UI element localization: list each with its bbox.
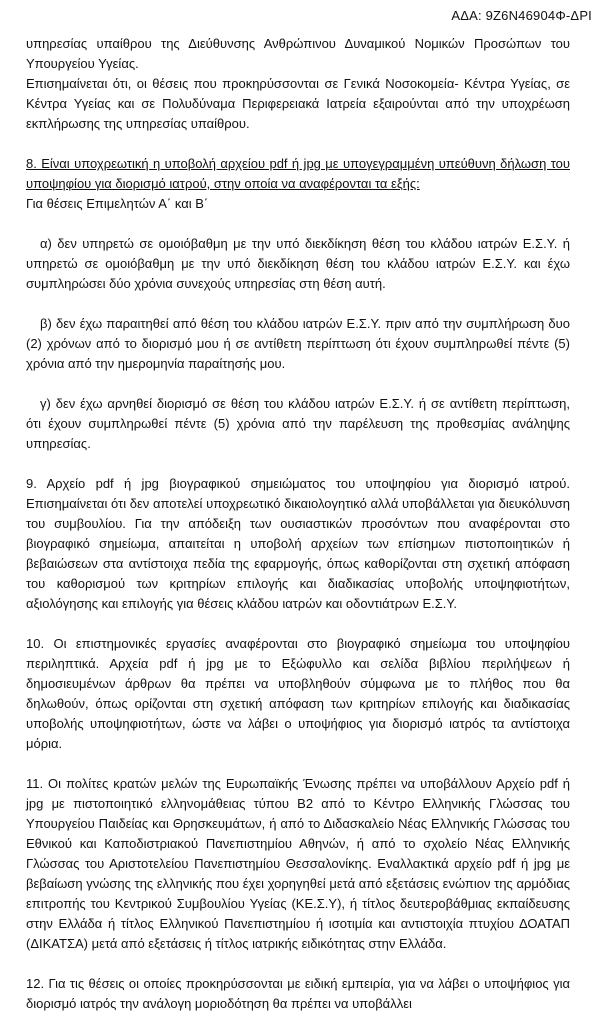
paragraph-intro-1: υπηρεσίας υπαίθρου της Διεύθυνσης Ανθρώπινου Δυναμικού Νομικών Προσώπων του Υπουργείου Υγείας. <box>26 36 570 71</box>
paragraph-8-item-c: γ) δεν έχω αρνηθεί διορισμό σε θέση του κλάδου ιατρών Ε.Σ.Υ. ή σε αντίθετη περίπτωση, ότι έχουν συμπληρωθεί πέντε (5) χρόνια από την παρέλευση της προθεσμίας ανάληψης υπηρεσίας. <box>26 396 570 451</box>
paragraph-9: 9. Αρχείο pdf ή jpg βιογραφικού σημειώματος του υποψηφίου για διορισμό ιατρού. Επισημαίνεται ότι δεν αποτελεί υποχρεωτικό δικαιολογητικό αλλά υποβάλλεται για διευκόλυνση του συμβουλίου. Για την απόδειξη των ουσιαστικών προσόντων που αναφέρονται στο βιογραφικό σημείωμα, απαιτείται η υποβολή αρχείων των επίσημων πιστοποιητικών ή βεβαιώσεων στα αντίστοιχα πεδία της εφαρμογής, όπως καθορίζονται στη σχετική απόφαση του καθορισμού των κριτηρίων επιλογής και διαδικασίας υποβολής υποψηφιοτήτων, αξιολόγησης και επιλογής για θέσεις κλάδου ιατρών και οδοντιάτρων Ε.Σ.Υ. <box>26 476 570 611</box>
spacer <box>26 954 570 974</box>
spacer <box>26 614 570 634</box>
paragraph-8-item-a: α) δεν υπηρετώ σε ομοιόβαθμη με την υπό διεκδίκηση θέση του κλάδου ιατρών Ε.Σ.Υ. ή υπηρετώ σε ομοιόβαθμη με την υπό διεκδίκηση θέση του κλάδου ιατρών Ε.Σ.Υ. και έχω συμπληρώσει δύο χρόνια συνεχούς υπηρεσίας στη θέση αυτή. <box>26 236 570 291</box>
document-body <box>26 34 570 1014</box>
paragraph-intro-2: Επισημαίνεται ότι, οι θέσεις που προκηρύσσονται σε Γενικά Νοσοκομεία- Κέντρα Υγείας, σε Κέντρα Υγείας και σε Πολυδύναμα Περιφερειακά Ιατρεία εξαιρούνται από την υποχρέωση εκπλήρωσης της υπηρεσίας υπαίθρου. <box>26 76 570 131</box>
paragraph-8-subheading: Για θέσεις Επιμελητών Α΄ και Β΄ <box>26 196 209 211</box>
spacer <box>26 134 570 154</box>
paragraph-8-heading: 8. Είναι υποχρεωτική η υποβολή αρχείου pdf ή jpg με υπογεγραμμένη υπεύθυνη δήλωση του υποψηφίου για διορισμό ιατρού, στην οποία να αναφέρονται τα εξής: <box>26 156 570 191</box>
paragraph-8-item-b: β) δεν έχω παραιτηθεί από θέση του κλάδου ιατρών Ε.Σ.Υ. πριν από την συμπλήρωση δυο (2) χρόνων από το διορισμό μου ή σε αντίθετη περίπτωση ότι έχουν συμπληρωθεί πέντε (5) χρόνια από την ημερομηνία παραίτησής μου. <box>26 316 570 371</box>
paragraph-10: 10. Οι επιστημονικές εργασίες αναφέρονται στο βιογραφικό σημείωμα του υποψηφίου περιληπτικά. Αρχεία pdf ή jpg με το Εξώφυλλο και σελίδα βιβλίου περιλήψεων ή δημοσιευμένων άρθρων θα πρέπει να υποβληθούν σύμφωνα με το πλήθος που θα δηλωθούν, όπως ορίζονται στη σχετική απόφαση των κριτηρίων επιλογής και διαδικασίας υποβολής υποψηφιοτήτων, ώστε να λάβει ο υποψήφιος για διορισμό ιατρός τα αντίστοιχα μόρια. <box>26 636 570 751</box>
spacer <box>26 754 570 774</box>
spacer <box>26 374 570 394</box>
spacer <box>26 214 570 234</box>
spacer <box>26 294 570 314</box>
paragraph-11: 11. Οι πολίτες κρατών μελών της Ευρωπαϊκής Ένωσης πρέπει να υποβάλλουν Αρχείο pdf ή jpg με πιστοποιητικό ελληνομάθειας τύπου Β2 από το Κέντρο Ελληνικής Γλώσσας του Υπουργείου Παιδείας και Θρησκευμάτων, ή από το Διδασκαλείο Νέας Ελληνικής Γλώσσας του Εθνικού και Καποδιστριακού Πανεπιστημίου Αθηνών, ή από το σχολείο Νέας Ελληνικής Γλώσσας του Αριστοτελείου Πανεπιστημίου Θεσσαλονίκης. Εναλλακτικά αρχείο pdf ή jpg με βεβαίωση γνώσης της ελληνικής που έχει χορηγηθεί μετά από εξετάσεις ενώπιον της αρμόδιας επιτροπής του Κεντρικού Συμβουλίου Υγείας (ΚΕ.Σ.Υ), ή τίτλος δευτεροβάθμιας εκπαίδευσης στην Ελλάδα ή τίτλος Ελληνικού Πανεπιστημίου ή ισοτιμία και αντιστοιχία πτυχίου ΔΟΑΤΑΠ (ΔΙΚΑΤΣΑ) μετά από εξετάσεις ή τίτλος ιατρικής ειδικότητας στην Ελλάδα. <box>26 776 570 951</box>
ada-code: ΑΔΑ: 9Ζ6Ν46904Φ-ΔΡΙ <box>451 8 592 23</box>
spacer <box>26 454 570 474</box>
paragraph-12: 12. Για τις θέσεις οι οποίες προκηρύσσονται με ειδική εμπειρία, για να λάβει ο υποψήφιος για διορισμό ιατρός την ανάλογη μοριοδότηση θα πρέπει να υποβάλλει <box>26 976 570 1011</box>
